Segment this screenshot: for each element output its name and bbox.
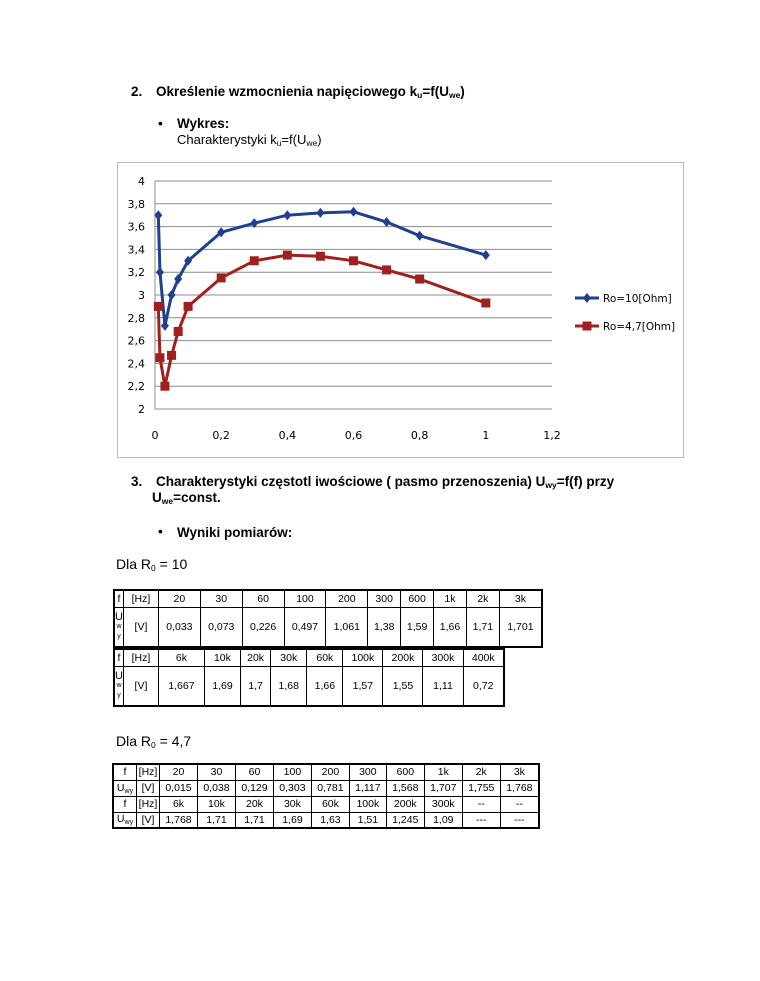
table-cell: 1,71 [197,812,235,828]
bullet-icon: • [158,523,163,539]
table-cell: 100k [349,796,386,812]
data-point [156,267,164,277]
table-cell: 0,038 [197,780,235,796]
table-cell: [Hz] [123,649,158,666]
table-row [113,764,539,780]
table-cell: 1,701 [499,607,542,647]
table-cell: 300 [368,590,401,607]
bullet-icon: • [158,115,163,131]
data-point [250,256,259,265]
table-cell: 0,015 [160,780,198,796]
table2-caption [116,733,191,750]
subscript: wy [545,480,557,490]
chart-frame [117,162,684,458]
data-point [154,302,163,311]
data-point [283,210,291,220]
table-cell: 1,707 [424,780,462,796]
x-tick-label: 0,4 [278,429,297,442]
caption-part: Dla R [116,556,152,572]
caption-part: ) [317,132,322,147]
table-row [114,607,542,647]
table-cell: 30k [271,649,307,666]
y-tick-label: 3,6 [127,220,145,234]
table-cell: 100 [284,590,326,607]
section-2-heading [131,84,465,100]
label-part: y [117,691,121,699]
table-cell: f [113,764,137,780]
subscript: we [448,90,461,100]
caption-part: = 4,7 [155,733,192,749]
label-part: U [115,610,123,623]
table-cell: 300 [349,764,386,780]
subscript: we [161,496,174,506]
x-tick-label: 0,6 [344,429,363,442]
table-cell: [V] [123,607,158,647]
table-cell: 3k [499,590,542,607]
y-tick-label: 2,6 [127,334,145,348]
y-tick-label: 2,8 [127,311,145,325]
table-cell: 1,38 [368,607,401,647]
data-point [416,231,424,241]
title-part: U [152,490,162,505]
y-tick-label: 2,2 [127,380,145,394]
table-cell: -- [462,796,500,812]
table-cell: 0,72 [463,666,504,706]
table-cell: 60k [307,649,343,666]
data-point [184,302,193,311]
x-tick-label: 0 [151,429,159,442]
table-cell: 1,768 [160,812,198,828]
chart-caption [177,132,322,148]
table-cell-label [114,666,123,706]
table-cell: 1k [434,590,467,607]
subscript: wy [124,819,134,827]
table1-part-a [113,589,543,648]
section-title: Charakterystyki częstotl iwościowe ( pasmo przenoszenia) U [156,474,546,489]
data-point [481,298,490,307]
table-cell: 1,69 [204,666,240,706]
legend-label: Ro=4,7[Ohm] [603,321,676,333]
data-point [174,327,183,336]
table-cell: 1,667 [158,666,204,706]
table-cell: 2k [462,764,500,780]
table2 [112,763,540,829]
data-point [349,256,358,265]
table-cell: 0,303 [273,780,311,796]
table-row [114,649,504,666]
table-cell: 200k [383,649,423,666]
y-tick-label: 2 [138,403,145,416]
table-cell: 0,226 [242,607,284,647]
table-cell: 1,66 [434,607,467,647]
data-point [383,217,391,227]
table-cell: 1,7 [240,666,270,706]
data-point [217,273,226,282]
table-cell: 300k [424,796,462,812]
table-row [113,812,539,828]
label-part: U [115,669,123,682]
table-row [114,590,542,607]
table-cell: [V] [137,812,160,828]
series-line [158,212,486,326]
data-point [154,210,162,220]
table-cell: 1,57 [343,666,383,706]
y-tick-label: 3,2 [127,266,145,280]
table-cell: 1,69 [273,812,311,828]
table-cell: 1,09 [424,812,462,828]
legend-label: Ro=10[Ohm] [603,293,672,305]
y-tick-label: 4 [138,175,145,188]
table-cell: 20k [240,649,270,666]
table-cell: -- [500,796,539,812]
table-cell: 200 [311,764,349,780]
table-cell: 1,568 [386,780,424,796]
subscript: u [417,90,423,100]
data-point [316,252,325,261]
table-cell: 1,55 [383,666,423,706]
table-cell: 1,245 [386,812,424,828]
table-cell: 0,073 [200,607,242,647]
section-3-heading-line2 [152,490,221,506]
section-number: 3. [131,474,143,489]
label-part: U [116,781,125,794]
table-cell: 1,51 [349,812,386,828]
table-cell-label [113,780,137,796]
caption-part: =f(U [281,132,307,147]
table-cell: 600 [386,764,424,780]
data-point [350,207,358,217]
table-cell: 1,71 [235,812,273,828]
section-number: 2. [131,84,143,99]
table-cell: 2k [466,590,499,607]
table-cell: 20 [158,590,200,607]
label-part: w [116,622,122,630]
caption-part: Charakterystyki k [177,132,277,147]
table-cell: [V] [137,780,160,796]
table-row [113,796,539,812]
data-point [482,250,490,260]
table1-part-b [113,648,505,707]
table-cell: 30 [197,764,235,780]
table-cell: f [114,649,123,666]
subscript: 0 [151,740,156,750]
data-point [316,208,324,218]
table1-caption [116,556,187,573]
y-tick-label: 3 [138,289,145,302]
table-cell: 1,68 [271,666,307,706]
x-tick-label: 1 [482,429,490,442]
table-cell: 1,59 [401,607,434,647]
y-tick-label: 2,4 [127,357,145,371]
table-cell: 0,129 [235,780,273,796]
bullet-label: Wyniki pomiarów: [177,525,293,540]
table-cell: 0,497 [284,607,326,647]
title-part: =f(f) przy [556,474,615,489]
table-cell: --- [462,812,500,828]
table-cell-label [114,607,123,647]
data-point [283,251,292,260]
section-title: Określenie wzmocnienia napięciowego k [156,84,418,99]
table-cell: [V] [123,666,158,706]
table-cell: f [114,590,123,607]
table-cell: 1,66 [307,666,343,706]
table-cell: 60 [242,590,284,607]
table-cell: 30k [273,796,311,812]
table-cell: 0,033 [158,607,200,647]
table-cell: 6k [160,796,198,812]
section-3-heading [131,474,614,490]
label-part: U [116,813,125,826]
table-cell: 300k [423,649,463,666]
table-cell: 1,768 [500,780,539,796]
table-cell: 1,11 [423,666,463,706]
data-point [161,321,169,331]
line-chart [118,163,683,457]
table-cell: 1,061 [326,607,368,647]
table-cell: 200k [386,796,424,812]
label-part: w [116,681,122,689]
table-cell: 100k [343,649,383,666]
table-cell: 400k [463,649,504,666]
table-cell: 3k [500,764,539,780]
table-cell: 60k [311,796,349,812]
table-cell: 1k [424,764,462,780]
label-part: y [117,632,121,640]
table-row [114,666,504,706]
table-cell: 100 [273,764,311,780]
subscript: wy [124,787,134,795]
title-part: =f(U [422,84,449,99]
title-part: ) [460,84,465,99]
data-point [415,275,424,284]
table-cell: f [113,796,137,812]
table-cell: 30 [200,590,242,607]
table-cell: 1,117 [349,780,386,796]
y-tick-label: 3,8 [127,197,145,211]
data-point [160,382,169,391]
y-tick-label: 3,4 [127,243,145,257]
table-cell: 10k [204,649,240,666]
table-cell: 600 [401,590,434,607]
table-cell: 10k [197,796,235,812]
caption-part: = 10 [155,556,188,572]
table-cell: 200 [326,590,368,607]
series-line [158,255,486,386]
table-cell: 1,71 [466,607,499,647]
table-cell: --- [500,812,539,828]
subscript: we [306,138,318,148]
data-point [155,353,164,362]
legend-marker [583,293,591,303]
table-cell: [Hz] [137,764,160,780]
table-cell: 0,781 [311,780,349,796]
x-tick-label: 0,8 [410,429,429,442]
table-cell: [Hz] [137,796,160,812]
data-point [382,265,391,274]
table-cell: [Hz] [123,590,158,607]
x-tick-label: 1,2 [543,429,561,442]
table-cell-label [113,812,137,828]
table-cell: 6k [158,649,204,666]
bullet-label: Wykres: [177,116,230,131]
table-cell: 1,63 [311,812,349,828]
table-cell: 20k [235,796,273,812]
table-cell: 20 [160,764,198,780]
x-tick-label: 0,2 [212,429,230,442]
title-part: =const. [173,490,221,505]
table-cell: 60 [235,764,273,780]
data-point [167,351,176,360]
subscript: u [276,138,282,148]
table-cell: 1,755 [462,780,500,796]
legend-marker [583,322,592,331]
table-row [113,780,539,796]
caption-part: Dla R [116,733,152,749]
subscript: 0 [151,563,156,573]
